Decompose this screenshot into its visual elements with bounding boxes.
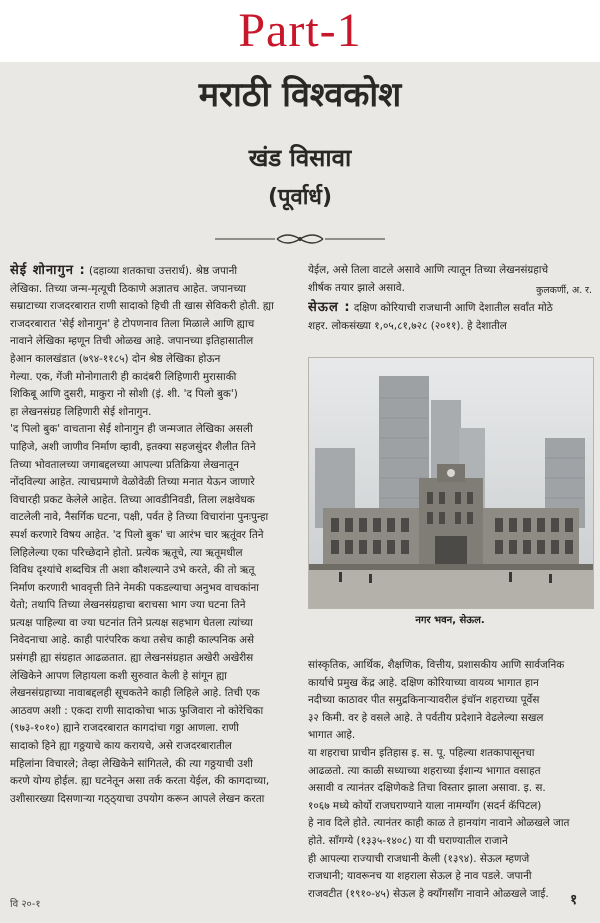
left-column [10, 262, 300, 808]
entry-line: गेल्या. एक, गेंजी मोनोगातारी ही कादंबरी लिहिणारी मुरासाकी [10, 370, 237, 383]
entry-line: भागात आहे. [308, 729, 356, 742]
entry-line: नावाने लेखिका म्हणून तिची ओळख आहे. जपानच्या इतिहासातील [10, 335, 254, 348]
entry-line: सांस्कृतिक, आर्थिक, शैक्षणिक, वित्तीय, प्रशासकीय आणि सार्वजनिक [308, 659, 565, 671]
entry-line: लेखिकेने आपण लिहायला कशी सुरुवात केली हे सांगून ह्या [10, 669, 227, 682]
entry-line: लिहिलेल्या एका परिच्छेदाने होतो. प्रत्येक ऋतूचे, त्या ऋतूमधील [10, 546, 243, 559]
entry-line-text: शीर्षक तयार झाले असावे. [308, 281, 405, 294]
entry-line: हा लेखनसंग्रह लिहिणारी सेई शोनागुन. [10, 405, 152, 418]
entry-line: असावी व त्यानंतर दक्षिणेकडे तिचा विस्तार झाला असावा. इ. स. [308, 782, 546, 795]
entry-line: स्पर्श करणारे विषय आहेत. 'द पिलो बुक' चा आरंभ चार ऋतूंवर तिने [10, 528, 264, 541]
entry-line: या शहराचा प्राचीन इतिहास इ. स. पू. पहिल्या शतकापासूनचा [308, 746, 535, 759]
entry-line: राजधानी; यावरूनच या शहराला सेऊल हे नाव पडले. जपानी [308, 870, 532, 883]
entry-line: प्रसंगही ह्या संग्रहात आढळतात. ह्या लेखनसंग्रहात अखेरी अखेरीस [10, 652, 254, 665]
entry-line: आठवण अशी : एकदा राणी सादाकोचा भाऊ फुजिवारा नो कोरेचिका [10, 704, 264, 717]
entry-line: नोंदविल्या आहेत. त्याचप्रमाणे वेळोवेळी तिच्या मनात येऊन जाणारे [10, 476, 255, 489]
entry-line [308, 280, 592, 300]
entry-line: येईल, असे तिला वाटले असावे आणि त्यातून तिच्या लेखनसंग्रहाचे [308, 264, 549, 276]
entry-line: येतो; तथापि तिच्या लेखनसंग्रहाचा बराचसा भाग ज्या घटना तिने [10, 599, 246, 612]
entry-headword: सेऊल : [308, 300, 351, 316]
entry-line: सादाको हिने ह्या गठ्ठयाचे काय करायचे, असे राजदरबारातील [10, 740, 232, 753]
encyclopedia-page [0, 62, 600, 923]
right-column-bottom [308, 657, 592, 903]
entry-line: राजदरबारात 'सेई शोनागुन' हे टोपणनाव तिला मिळाले आणि ह्याच [10, 317, 255, 330]
entry-line: सम्राटाच्या राजदरबारात राणी सादाको हिची ती खास सेविकरी होती. ह्या [10, 300, 274, 313]
entry-line: निवेदनाचा आहे. काही पारंपरिक कथा तसेच काही काल्पनिक असे [10, 634, 255, 647]
entry-line: हे नाव दिले होते. त्यानंतर काही काळ ते हानयांग नावाने ओळखले जात [308, 817, 570, 830]
entry-line: प्रत्यक्ष पाहिल्या वा ज्या घटनांत तिने प्रत्यक्ष सहभाग घेतला त्यांच्या [10, 616, 253, 629]
entry-line: सेई शोनागुन : (दहाव्या शतकाचा उत्तरार्ध). श्रेष्ठ जपानी [10, 263, 238, 278]
right-column-top [308, 262, 592, 335]
entry-line: लेखनसंग्रहाच्या नावाबद्दलही सूचकतेने काही लिहिले आहे. तिची एक [10, 687, 260, 700]
entry-line: निर्माण करणारी भाववृत्ती तिने नेमकी पकडल्याचा अनुभव वाचकांना [10, 581, 259, 594]
entry-line: महिलांना विचारले; तेव्हा लेखिकेने सांगितले, की त्या गठ्ठयाची उशी [10, 757, 253, 770]
book-title: मराठी विश्वकोश [198, 75, 402, 115]
volume-part-label: (पूर्वार्ध) [267, 185, 333, 210]
entry-line: ही आपल्या राज्याची राजधानी केली (१३९४). सेऊल म्हणजे [308, 852, 530, 865]
photo-caption: नगर भवन, सेऊल. [415, 615, 485, 626]
volume-label: खंड विसावा [248, 144, 352, 172]
entry-line: शहर. लोकसंख्या १,०५,८१,७२८ (२०११). हे देशातील [308, 319, 507, 332]
entry-headword: सेई शोनागुन : [10, 263, 86, 278]
entry-line: उशीसारख्या दिसणाऱ्या गठ्ठ्याचा उपयोग करून आपले लेखन करता [10, 792, 265, 805]
entry-line: 'द पिलो बुक' वाचताना सेई शोनागुन ही जन्मजात लेखिका असली [10, 423, 253, 436]
entry-line: सेऊल : दक्षिण कोरियाची राजधानी आणि देशातील सर्वांत मोठे [308, 300, 553, 316]
entry-line: विचारही प्रकट केलेले आहेत. तिच्या आवडीनिवडी, तिला लक्षवेधक [10, 493, 255, 506]
entry-line: (९७३-१०१०) ह्याने राजदरबारात कागदांचा गठ्ठा आणला. राणी [10, 722, 239, 735]
entry-line: विविध दृश्यांचे शब्दचित्र ती अशा कौशल्याने उभे करते, की तो ऋतू [10, 564, 255, 577]
part-banner: Part-1 [238, 4, 362, 57]
entry-line: लेखिका. तिच्या जन्म-मृत्यूची ठिकाणे अज्ञातच आहेत. जपानच्या [10, 282, 246, 295]
entry-line: कार्याचे प्रमुख केंद्र आहे. दक्षिण कोरियाच्या वायव्य भागात हान [308, 676, 539, 689]
entry-line: वाटलेली नावे, नैसर्गिक घटना, पक्षी, पर्वत हे तिच्या विचारांना पुनःपुन्हा [10, 511, 269, 524]
footer-code: वि २०-१ [10, 899, 41, 910]
entry-line: हेआन कालखंडात (७९४-११८५) दोन श्रेष्ठ लेखिका होऊन [10, 352, 221, 365]
entry-line: राजवटीत (१९१०-४५) सेऊल हे क्यॉंगसॉंग नावाने ओळखले जाई. [308, 887, 549, 900]
page-number: १ [570, 892, 578, 908]
entry-line: पाहिजे, अशी जाणीव निर्माण व्हावी, इतक्या सहजसुंदर शैलीत तिने [10, 440, 256, 453]
entry-line: शिकिबू आणि दुसरी, माकुरा नो सोशी (इं. शी. 'द पिलो बुक') [10, 388, 238, 401]
entry-line: आढळतो. त्या काळी सध्याच्या शहराच्या ईशान्य भागात वसाहत [308, 764, 541, 777]
ornament-divider [215, 230, 385, 248]
entry-line: ३२ किमी. वर हे वसले आहे. ते पर्वतीय प्रदेशाने वेढलेल्या सखल [308, 711, 544, 724]
entry-line: करणे योग्य होईल. ह्या घटनेतून असा तर्क करता येईल, की कागदाच्या, [10, 775, 270, 788]
author-signoff: कुलकर्णी, अ. र. [536, 284, 592, 296]
city-hall-photo [308, 357, 594, 609]
entry-line: नदीच्या काठावर पीत समुद्रकिनाऱ्यावरील इंचॉन शहराच्या पूर्वेस [308, 694, 540, 707]
entry-line: तिच्या भोवतालच्या जगाबद्दलच्या आपल्या प्रतिक्रिया लेखनातून [10, 458, 239, 471]
entry-line: १०६७ मध्ये कोर्यो राजघराण्याने याला नामग्यॉंग (सदर्न कॅपिटल) [308, 799, 542, 812]
entry-line: होते. सॉंगग्ये (१३३५-१४०८) या यी घराण्यातील राजाने [308, 834, 508, 847]
